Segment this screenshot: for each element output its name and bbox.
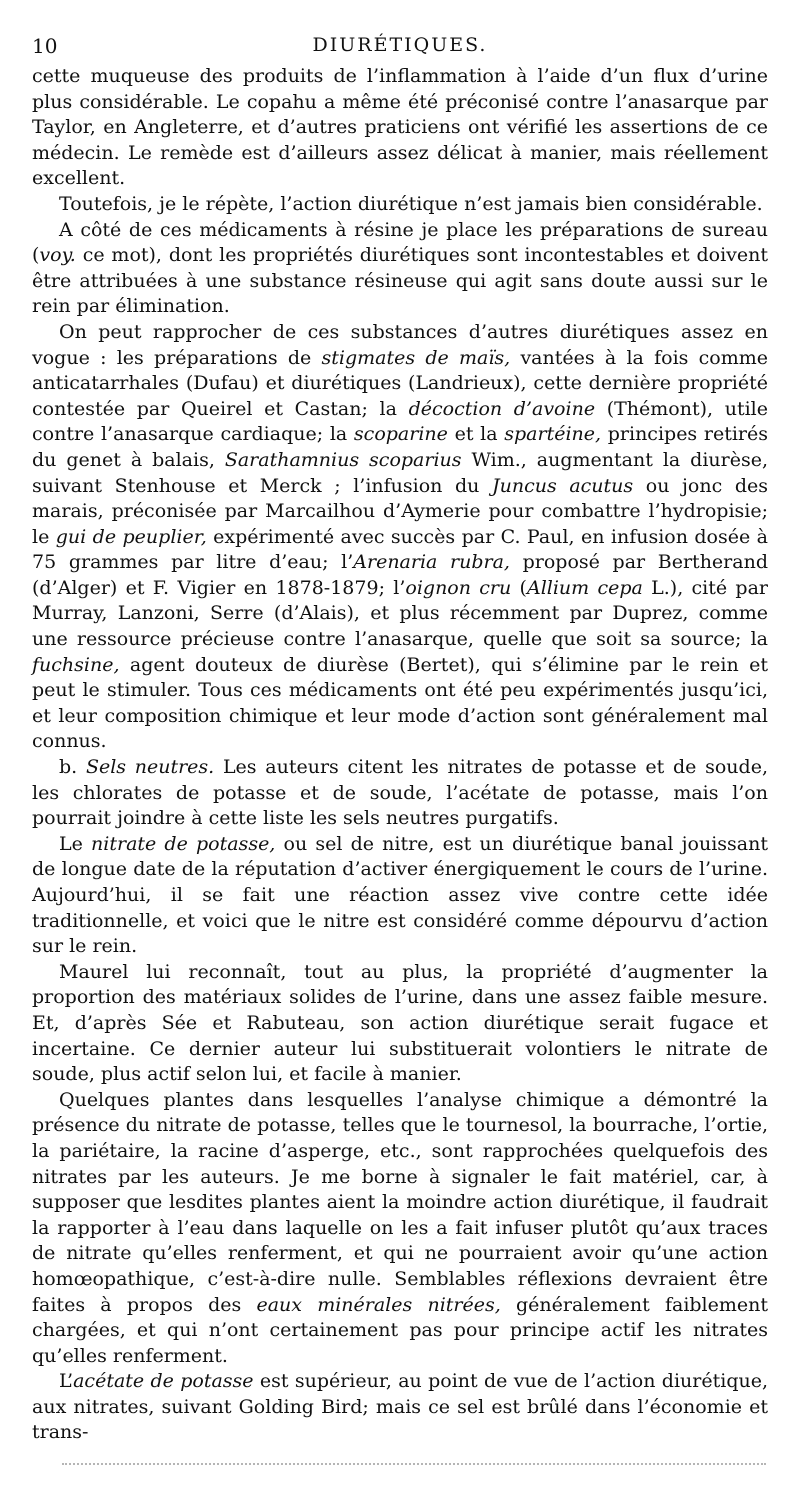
italic-term: nitrate de potasse, xyxy=(91,832,276,855)
text-run: Le xyxy=(59,832,92,855)
paragraph xyxy=(32,832,768,960)
text-run: ce mot), dont les propriétés diurétiques sont incontestables et doivent être attribuées à une substance résineuse qui agit sans doute aussi sur le rein par élimination. xyxy=(32,244,768,318)
italic-term: acétate de potasse xyxy=(73,1370,254,1393)
running-title: DIURÉTIQUES. xyxy=(312,34,488,56)
italic-term: Allium cepa xyxy=(526,576,643,599)
text-run: Les auteurs citent les nitrates de potasse et de soude, les chlorates de potasse et de soude, l’acétate de potasse, mais l’on pourrait joindre à cette liste les sels neutres purgatifs. xyxy=(32,756,768,830)
text-run: A côté de ces médicaments à résine je place les préparations de sureau ( xyxy=(32,218,768,267)
text-run: ( xyxy=(511,576,527,599)
italic-term: voy. xyxy=(39,244,76,267)
paragraph xyxy=(32,192,768,218)
italic-term: oignon cru xyxy=(405,576,512,599)
italic-term: décoction d’avoine xyxy=(408,397,596,420)
italic-term: Sarathamnius scoparius xyxy=(224,448,462,471)
text-run: L’ xyxy=(59,1370,74,1393)
italic-term: scoparine xyxy=(353,423,448,446)
paragraph xyxy=(32,755,768,832)
text-run: est supérieur, au point de vue de l’action diurétique, aux nitrates, suivant Golding Bird; mais ce sel est brûlé dans l’économie et trans- xyxy=(32,1370,768,1444)
body-text xyxy=(32,64,768,1446)
text-run: principes retirés du genet à balais, xyxy=(32,423,768,471)
italic-term: eaux minérales nitrées, xyxy=(256,1293,501,1316)
paragraph xyxy=(32,218,768,320)
paragraph xyxy=(32,960,768,1088)
text-run: agent douteux de diurèse (Bertet), qui s’élimine par le rein et peut le stimuler. Tous ces médicaments ont été peu expérimentés jusqu’ici, et leur composition chimique et leur mode d’action sont généralement mal connus. xyxy=(32,653,768,753)
footer-rule xyxy=(62,1463,766,1465)
text-run: proposé par Bertherand (d’Alger) et F. Vigier en 1878-1879; l’ xyxy=(32,551,768,599)
italic-term: gui de peuplier, xyxy=(55,525,207,548)
page-number: 10 xyxy=(32,34,58,58)
text-run: généralement faiblement chargées, et qui n’ont certainement pas pour principe actif les nitrates qu’elles renferment. xyxy=(32,1293,769,1367)
text-run: Wim., augmentant la diurèse, suivant Stenhouse et Merck ; l’infusion du xyxy=(32,448,769,497)
paragraph xyxy=(32,1369,768,1446)
italic-term: Sels neutres. xyxy=(85,756,215,779)
page-header xyxy=(32,34,768,60)
italic-term: Arenaria rubra, xyxy=(353,551,510,574)
text-run: cette muqueuse des produits de l’inflammation à l’aide d’un flux d’urine plus considérable. Le copahu a même été préconisé contre l’anasarque par Taylor, en Angleterre, et d’autres praticiens ont vérifié les assertions de ce médecin. Le remède est d’ailleurs assez délicat à manier, mais réellement excellent. xyxy=(32,65,768,190)
italic-term: fuchsine, xyxy=(32,653,120,676)
italic-term: Juncus acutus xyxy=(492,474,634,497)
text-run: ou sel de nitre, est un diurétique banal jouissant de longue date de la réputation d’activer énergiquement le cours de l’urine. Aujourd’hui, il se fait une réaction assez vive contre cette idée traditionnelle, et voici que le nitre est considéré comme dépourvu d’action sur le rein. xyxy=(32,832,769,958)
italic-term: stigmates de maïs, xyxy=(321,346,511,369)
text-run: L.), cité par Murray, Lanzoni, Serre (d’Alais), et plus récemment par Duprez, comme une ressource précieuse contre l’anasarque, quelle que soit sa source; la xyxy=(32,576,769,651)
text-run: (Thémont), utile contre l’anasarque cardiaque; la xyxy=(32,397,768,446)
italic-term: spartéine, xyxy=(504,423,602,446)
paragraph xyxy=(32,64,768,192)
text-run: ou jonc des marais, préconisée par Marcailhou d’Aymerie pour combattre l’hydropisie; le xyxy=(32,474,768,548)
text-run: Maurel lui reconnaît, tout au plus, la propriété d’augmenter la proportion des matériaux solides de l’urine, dans une assez faible mesure. Et, d’après Sée et Rabuteau, son action diurétique serait fugace et incertaine. Ce dernier auteur lui substituerait volontiers le nitrate de soude, plus actif selon lui, et facile à manier. xyxy=(32,960,768,1086)
text-run: vantées à la fois comme anticatarrhales (Dufau) et diurétiques (Landrieux), cette dernière propriété contestée par Queirel et Castan; la xyxy=(32,346,769,420)
text-run: et la xyxy=(447,423,505,446)
text-run: b. xyxy=(59,756,86,779)
paragraph xyxy=(32,320,768,755)
text-run: Toutefois, je le répète, l’action diurétique n’est jamais bien considérable. xyxy=(59,192,763,215)
text-run: expérimenté avec succès par C. Paul, en infusion dosée à 75 grammes par litre d’eau; l’ xyxy=(32,525,768,574)
text-run: Quelques plantes dans lesquelles l’analyse chimique a démontré la présence du nitrate de potasse, telles que le tournesol, la bourrache, l’ortie, la pariétaire, la racine d’asperge, etc., sont rapprochées quelquefois des nitrates par les auteurs. Je me borne à signaler le fait matériel, car, à supposer que lesdites plantes aient la moindre action diurétique, il faudrait la rapporter à l’eau dans laquelle on les a fait infuser plutôt qu’aux traces de nitrate qu’elles renferment, et qui ne pourraient avoir qu’une action homœopathique, c’est-à-dire nulle. Semblables réflexions devraient être faites à propos des xyxy=(32,1088,768,1316)
paragraph xyxy=(32,1088,768,1370)
text-run: On peut rapprocher de ces substances d’autres diurétiques assez en vogue : les préparations de xyxy=(32,320,768,369)
